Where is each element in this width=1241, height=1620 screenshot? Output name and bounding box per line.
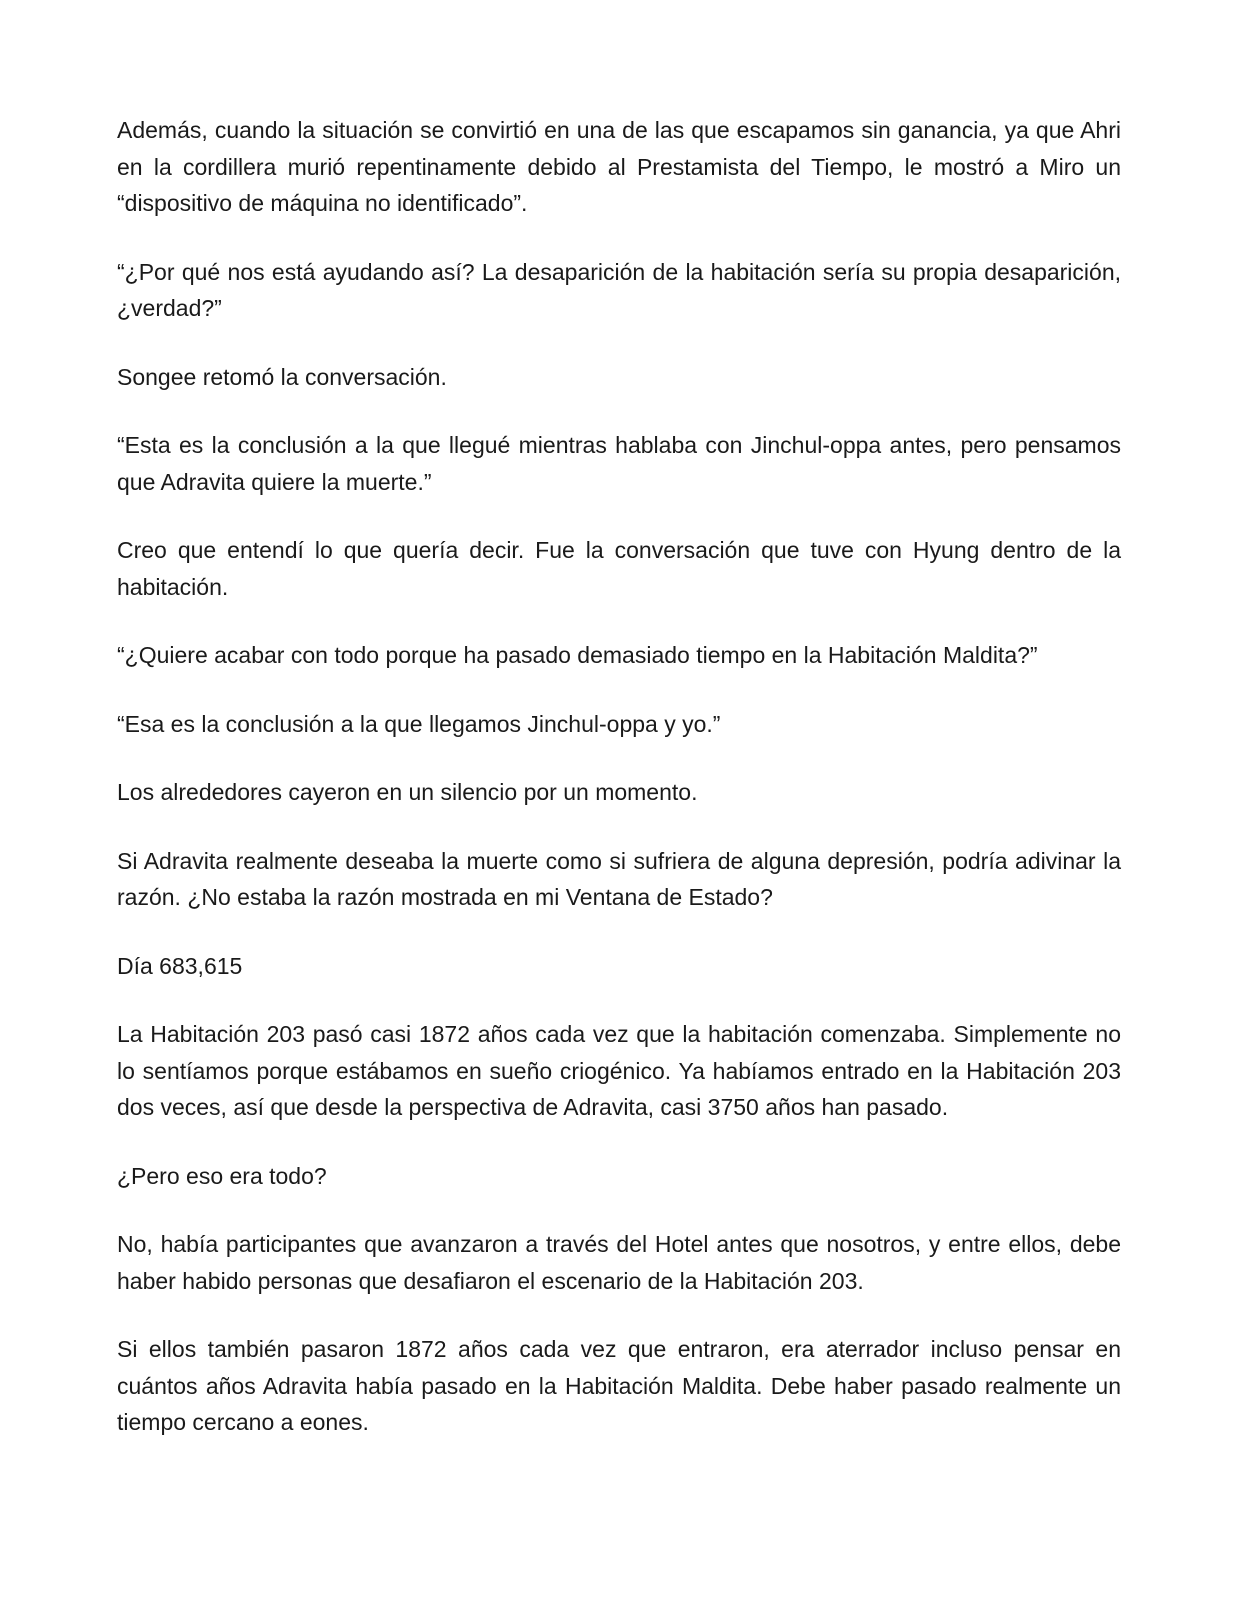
paragraph-12: No, había participantes que avanzaron a través del Hotel antes que nosotros, y entre ellos, debe haber habido personas que desafiaron el escenario de la Habitación 203.	[117, 1231, 1121, 1294]
paragraph-1: Además, cuando la situación se convirtió en una de las que escapamos sin ganancia, ya que Ahri en la cordillera murió repentinamente debido al Prestamista del Tiempo, le mostró a Miro un “dispositivo de máquina no identificado”.	[117, 117, 1121, 216]
paragraph-7: “Esa es la conclusión a la que llegamos Jinchul-oppa y yo.”	[117, 710, 721, 737]
paragraph-10: La Habitación 203 pasó casi 1872 años cada vez que la habitación comenzaba. Simplemente no lo sentíamos porque estábamos en sueño criogénico. Ya habíamos entrado en la Habitación 203 dos veces, así que desde la perspectiva de Adravita, casi 3750 años han pasado.	[117, 1021, 1121, 1120]
paragraph-3: Songee retomó la conversación.	[117, 363, 447, 390]
paragraph-4: “Esta es la conclusión a la que llegué mientras hablaba con Jinchul-oppa antes, pero pensamos que Adravita quiere la muerte.”	[117, 432, 1121, 495]
paragraph-9: Si Adravita realmente deseaba la muerte como si sufriera de alguna depresión, podría adivinar la razón. ¿No estaba la razón mostrada en mi Ventana de Estado?	[117, 847, 1121, 910]
paragraph-2: “¿Por qué nos está ayudando así? La desaparición de la habitación sería su propia desaparición, ¿verdad?”	[117, 258, 1121, 321]
paragraph-13: Si ellos también pasaron 1872 años cada vez que entraron, era aterrador incluso pensar en cuántos años Adravita había pasado en la Habitación Maldita. Debe haber pasado realmente un tiempo cercano a eones.	[117, 1336, 1121, 1435]
paragraph-6: “¿Quiere acabar con todo porque ha pasado demasiado tiempo en la Habitación Maldita?”	[117, 642, 1038, 668]
paragraph-5: Creo que entendí lo que quería decir. Fue la conversación que tuve con Hyung dentro de la habitación.	[117, 537, 1121, 600]
paragraph-11: ¿Pero eso era todo?	[117, 1162, 327, 1189]
paragraph-8: Los alrededores cayeron en un silencio por un momento.	[117, 779, 698, 805]
day-heading: Día 683,615	[117, 952, 243, 979]
